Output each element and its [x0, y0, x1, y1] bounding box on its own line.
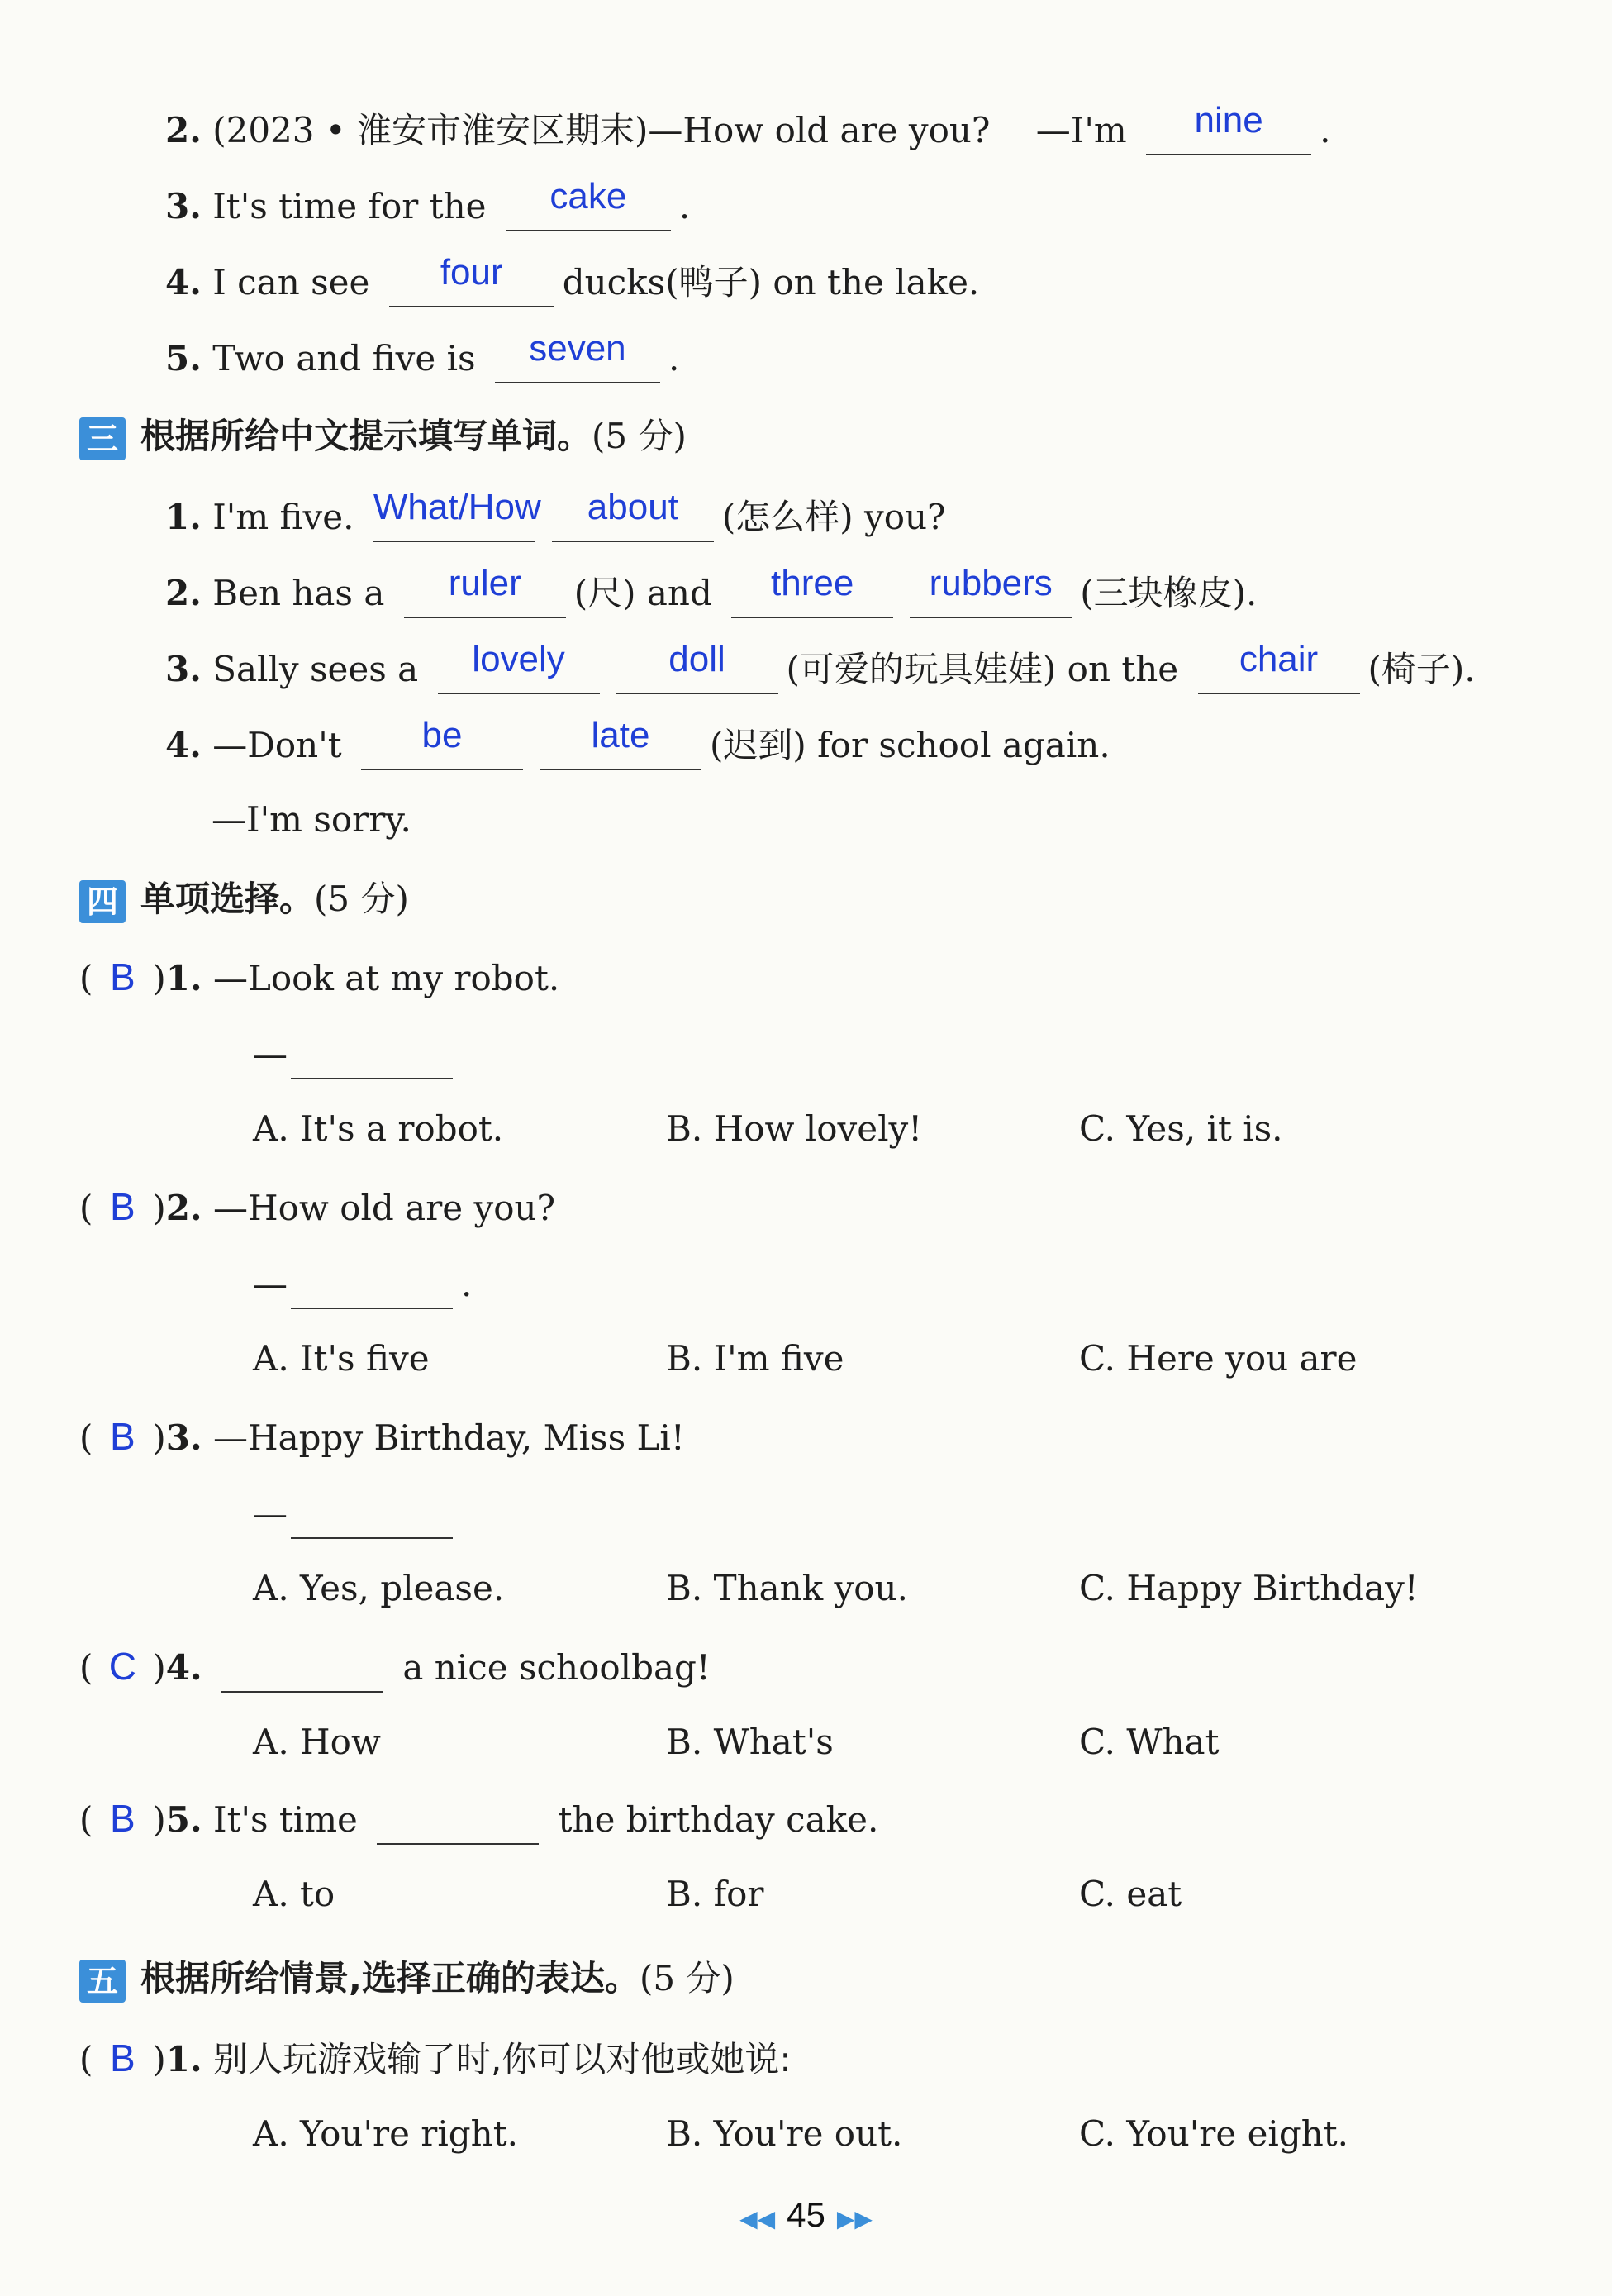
option-c[interactable]: C. Here you are — [1079, 1338, 1358, 1379]
answer-blank[interactable]: nine — [1146, 104, 1311, 155]
option-b[interactable]: B. I'm five — [666, 1338, 844, 1379]
answer-blank[interactable]: seven — [495, 332, 660, 383]
answer-blank[interactable]: chair — [1198, 643, 1360, 694]
answer-blank[interactable] — [291, 1488, 453, 1539]
answer-blank[interactable]: cake — [506, 180, 671, 231]
option-c[interactable]: C. What — [1079, 1722, 1220, 1762]
option-b[interactable]: B. for — [666, 1874, 764, 1914]
answer-blank[interactable]: late — [540, 719, 701, 770]
question-3-2: 2. Ben has a ruler (尺) and three rubbers (三块橡皮). — [165, 567, 1257, 618]
option-c[interactable]: C. Happy Birthday! — [1079, 1568, 1419, 1608]
section-5-heading: 五 根据所给情景,选择正确的表达。(5 分) — [79, 1954, 735, 2003]
answer-blank[interactable]: ruler — [404, 567, 566, 618]
section-number-badge: 三 — [79, 417, 126, 460]
question-3-3: 3. Sally sees a lovely doll (可爱的玩具娃娃) on the chair (椅子). — [165, 643, 1476, 694]
question-4-4: ( C )4. a nice schoolbag! — [79, 1641, 711, 1693]
question-3-1: 1. I'm five. What/How about (怎么样) you? — [165, 491, 946, 542]
question-4-2: ( B )2. —How old are you? — [79, 1182, 555, 1233]
page-number: 45 — [787, 2195, 825, 2234]
question-2-3: 3. It's time for the cake . — [165, 180, 690, 231]
question-4-1: ( B )1. —Look at my robot. — [79, 952, 559, 1003]
question-5-1: ( B )1. 别人玩游戏输了时,你可以对他或她说: — [79, 2033, 792, 2084]
option-c[interactable]: C. Yes, it is. — [1079, 1108, 1283, 1149]
response-blank-line: — — [253, 1488, 461, 1539]
option-b[interactable]: B. What's — [666, 1722, 834, 1762]
answer-blank[interactable]: lovely — [438, 643, 600, 694]
answer-choice[interactable]: B — [110, 1185, 136, 1228]
question-4-5: ( B )5. It's time the birthday cake. — [79, 1793, 878, 1845]
option-b[interactable]: B. How lovely! — [666, 1108, 923, 1149]
prev-arrows-icon: ◀◀ — [739, 2206, 776, 2232]
answer-blank[interactable]: three — [731, 567, 893, 618]
answer-choice[interactable]: B — [110, 1797, 136, 1840]
answer-blank[interactable]: doll — [616, 643, 778, 694]
response-blank-line: — — [253, 1028, 461, 1079]
answer-choice[interactable]: B — [110, 2036, 136, 2079]
option-b[interactable]: B. You're out. — [666, 2113, 903, 2154]
answer-blank[interactable]: rubbers — [910, 567, 1072, 618]
answer-choice[interactable]: B — [110, 1415, 136, 1458]
answer-choice[interactable]: C — [108, 1645, 136, 1688]
answer-choice[interactable]: B — [110, 955, 136, 998]
option-a[interactable]: A. to — [253, 1874, 335, 1914]
option-a[interactable]: A. How — [253, 1722, 381, 1762]
option-a[interactable]: A. It's five — [253, 1338, 430, 1379]
question-3-4: 4. —Don't be late (迟到) for school again. — [165, 719, 1110, 770]
option-a[interactable]: A. You're right. — [253, 2113, 518, 2154]
section-number-badge: 四 — [79, 880, 126, 923]
answer-blank[interactable] — [377, 1793, 539, 1845]
option-a[interactable]: A. Yes, please. — [253, 1568, 505, 1608]
option-c[interactable]: C. You're eight. — [1079, 2113, 1349, 2154]
answer-blank[interactable]: be — [361, 719, 523, 770]
option-b[interactable]: B. Thank you. — [666, 1568, 908, 1608]
section-number-badge: 五 — [79, 1960, 126, 2003]
answer-blank[interactable] — [291, 1258, 453, 1309]
response-blank-line: — . — [253, 1258, 472, 1309]
page-footer — [0, 2195, 1612, 2235]
answer-blank[interactable] — [221, 1641, 383, 1693]
answer-blank[interactable] — [291, 1028, 453, 1079]
question-2-5: 5. Two and five is seven . — [165, 332, 679, 383]
option-c[interactable]: C. eat — [1079, 1874, 1182, 1914]
option-a[interactable]: A. It's a robot. — [253, 1108, 504, 1149]
answer-blank[interactable]: four — [389, 256, 554, 307]
next-arrows-icon: ▶▶ — [836, 2206, 873, 2232]
question-2-4: 4. I can see four ducks(鸭子) on the lake. — [165, 256, 979, 307]
question-4-3: ( B )3. —Happy Birthday, Miss Li! — [79, 1412, 685, 1463]
answer-blank[interactable]: What/How — [373, 491, 535, 542]
section-4-heading: 四 单项选择。(5 分) — [79, 874, 409, 924]
answer-blank[interactable]: about — [552, 491, 714, 542]
section-3-heading: 三 根据所给中文提示填写单词。(5 分) — [79, 412, 687, 461]
question-3-4-reply: —I'm sorry. — [212, 799, 411, 840]
question-2-2: 2. (2023 • 淮安市淮安区期末)—How old are you? —I'm nine . — [165, 104, 1330, 155]
